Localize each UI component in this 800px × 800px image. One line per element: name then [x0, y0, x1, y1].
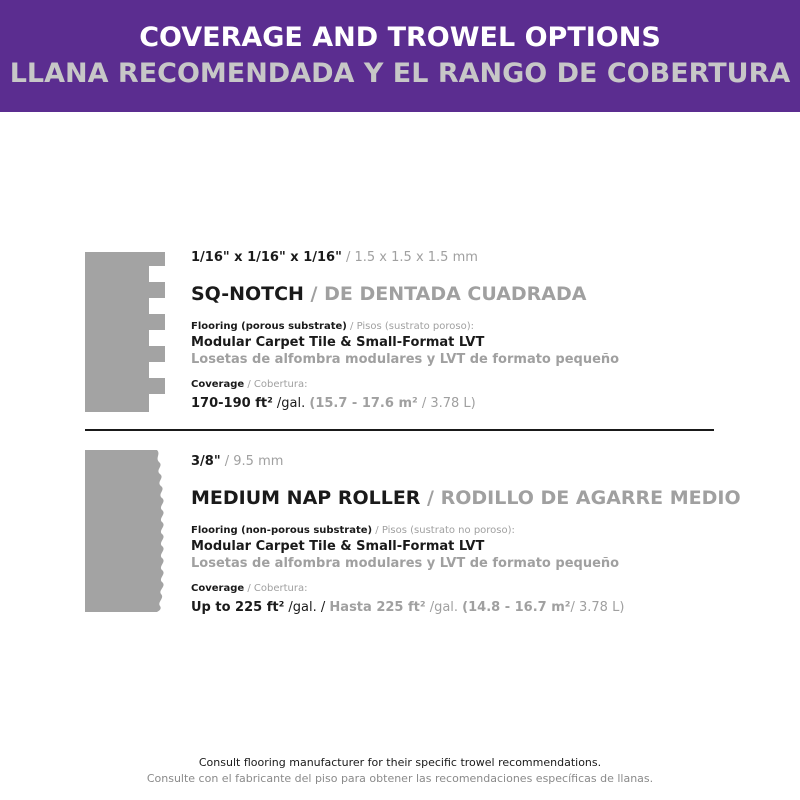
coverage-metric: (14.8 - 16.7 m²: [462, 600, 571, 615]
flooring-label-es: / Pisos (sustrato poroso):: [346, 321, 475, 332]
coverage-amount-es: Hasta 225 ft²: [329, 600, 426, 615]
coverage-label-en: Coverage: [191, 583, 245, 594]
coverage-unit-es: /gal.: [425, 600, 463, 615]
option-title: [191, 487, 751, 509]
coverage-metric: (15.7 - 17.6 m²: [309, 396, 418, 411]
option-title-es: / RODILLO DE AGARRE MEDIO: [420, 487, 741, 509]
coverage-unit: /gal. /: [284, 600, 330, 615]
flooring-label-es: / Pisos (sustrato no poroso):: [372, 525, 515, 536]
flooring-label: [191, 321, 751, 332]
product-en: Modular Carpet Tile & Small-Format LVT: [191, 539, 485, 554]
option-title-es: / DE DENTADA CUADRADA: [303, 283, 587, 305]
flooring-label: [191, 525, 751, 536]
coverage-value: [191, 396, 751, 411]
dimension-imperial: 3/8": [191, 454, 221, 469]
coverage-amount: 170-190 ft²: [191, 396, 273, 411]
flooring-label-en: Flooring (porous substrate): [191, 321, 347, 332]
dimension-metric: / 9.5 mm: [220, 454, 284, 469]
dimension-imperial: 1/16" x 1/16" x 1/16": [191, 250, 342, 265]
dimension-line: [191, 250, 751, 265]
product-es: Losetas de alfombra modulares y LVT de formato pequeño: [191, 352, 620, 367]
coverage-unit: /gal.: [272, 396, 310, 411]
footer-note-en: Consult flooring manufacturer for their specific trowel recommendations.: [198, 756, 602, 769]
coverage-label-en: Coverage: [191, 379, 245, 390]
dimension-line: [191, 454, 751, 469]
square-notch-trowel-icon: [85, 252, 165, 412]
coverage-label: [191, 379, 751, 390]
option-sq-notch: [191, 250, 751, 411]
coverage-value: [191, 600, 751, 615]
coverage-metric-volume: / 3.78 L): [417, 396, 476, 411]
footer-note: [0, 755, 800, 787]
option-nap-roller: [191, 454, 751, 615]
header-banner: [0, 0, 800, 112]
coverage-metric-volume: / 3.78 L): [570, 600, 625, 615]
section-divider: [85, 429, 714, 431]
dimension-metric: / 1.5 x 1.5 x 1.5 mm: [341, 250, 478, 265]
coverage-label: [191, 583, 751, 594]
flooring-label-en: Flooring (non-porous substrate): [191, 525, 373, 536]
product-es: Losetas de alfombra modulares y LVT de formato pequeño: [191, 556, 620, 571]
footer-note-es: Consulte con el fabricante del piso para obtener las recomendaciones específicas de llanas.: [146, 772, 654, 785]
page-title: COVERAGE AND TROWEL OPTIONS: [139, 22, 661, 53]
coverage-label-es: / Cobertura:: [244, 583, 308, 594]
product-en: Modular Carpet Tile & Small-Format LVT: [191, 335, 485, 350]
coverage-label-es: / Cobertura:: [244, 379, 308, 390]
coverage-amount: Up to 225 ft²: [191, 600, 285, 615]
option-title-en: MEDIUM NAP ROLLER: [191, 487, 421, 509]
option-title: [191, 283, 751, 305]
nap-roller-icon: [85, 450, 167, 612]
option-title-en: SQ-NOTCH: [191, 283, 304, 305]
page-title-spanish: LLANA RECOMENDADA Y EL RANGO DE COBERTURA: [9, 58, 791, 89]
